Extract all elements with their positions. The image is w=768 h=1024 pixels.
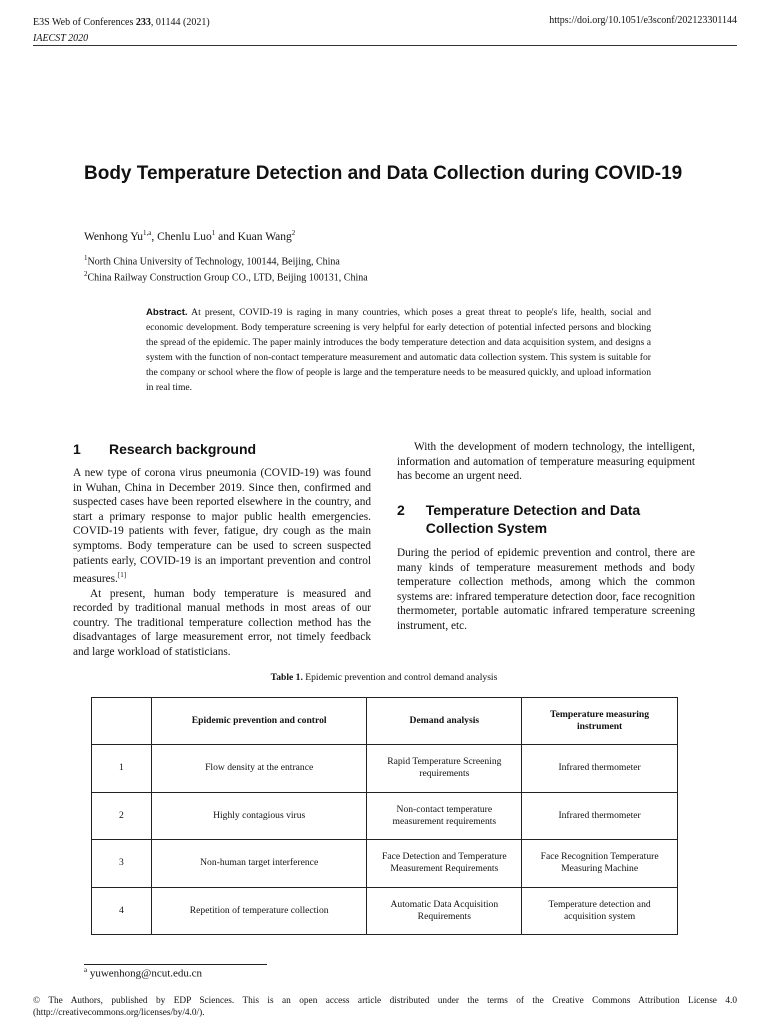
table-cell: Infrared thermometer [522, 792, 678, 840]
table-cell: 2 [92, 792, 152, 840]
license-notice: © The Authors, published by EDP Sciences. This is an open access article distributed under the terms of the Creative Commons Attribution License 4.0 (http://creativecommons.org/licenses/by/4.0/). [33, 996, 737, 1018]
table-header-cell: Epidemic prevention and control [151, 698, 367, 745]
affiliation-line: $^2$China Railway Construction Group CO., LTD, Beijing 100131, China [84, 270, 368, 284]
header-divider [33, 45, 737, 46]
affiliation-line: $^1$North China University of Technology, 100144, Beijing, China [84, 254, 340, 268]
demand-analysis-table [91, 697, 678, 935]
section-heading-1: 1 Research background [73, 441, 257, 457]
table-row [92, 887, 678, 935]
table-row [92, 792, 678, 840]
footnote-mark: a [84, 966, 88, 974]
table-cell: 3 [92, 840, 152, 888]
table-cell: 4 [92, 887, 152, 935]
body-paragraph: During the period of epidemic prevention and control, there are many kinds of temperature measurement methods and body temperature collection methods, among which the common systems are: infrared temperature detection door, face recognition thermometer, portable automatic infrared temperature screening instrument, etc. [397, 547, 695, 632]
abstract [146, 305, 651, 395]
table-cell: 1 [92, 745, 152, 793]
table-cell: Infrared thermometer [522, 745, 678, 793]
table-header-cell: Demand analysis [367, 698, 522, 745]
section2-body [397, 546, 695, 634]
author-list: Wenhong Yu$^{1,a}$, Chenlu Luo$^1$ and Kuan Wang$^2$ [84, 229, 296, 243]
table-cell: Face Recognition Temperature Measuring Machine [522, 840, 678, 888]
abstract-label: Abstract. [146, 307, 188, 318]
right-column [397, 440, 695, 484]
author-affil-mark: 1,a [143, 229, 152, 237]
table-cell: Highly contagious virus [151, 792, 367, 840]
left-column [73, 466, 371, 659]
table-cell: Rapid Temperature Screening requirements [367, 745, 522, 793]
table-row [92, 840, 678, 888]
table-header-cell [92, 698, 152, 745]
table-cell: Non-contact temperature measurement requirements [367, 792, 522, 840]
table-cell: Non-human target interference [151, 840, 367, 888]
table-row [92, 745, 678, 793]
corresponding-email[interactable]: yuwenhong@ncut.edu.cn [87, 967, 203, 980]
conference-name: IAECST 2020 [33, 33, 89, 44]
doi-link[interactable]: https://doi.org/10.1051/e3sconf/202123301144 [549, 15, 737, 26]
body-paragraph: At present, human body temperature is measured and recorded by traditional manual methods in most areas of our country. The traditional temperature collection method has the disadvantages of large measurement error, not timely feedback and large workload of statisticians. [73, 587, 371, 658]
abstract-text: At present, COVID-19 is raging in many countries, which poses a great threat to people's life, health, social and economic development. Body temperature screening is very helpful for early detection of potential infected persons and blocking the spread of the epidemic. The paper mainly introduces the body temperature detection and data acquisition system, and designs a system with the function of non-contact temperature measurement and automatic data collection system. This system is suitable for the company or school where the flow of people is large and the temperature needs to be measured quickly, and upload information in real time. [146, 307, 651, 393]
author-affil-mark: 1 [211, 229, 216, 237]
table-cell: Face Detection and Temperature Measurement Requirements [367, 840, 522, 888]
table-caption: Table 1. Epidemic prevention and control demand analysis [270, 672, 498, 683]
body-paragraph: With the development of modern technology, the intelligent, information and automation of temperature measuring equipment has become an urgent need. [397, 441, 695, 483]
author-name: Wenhong Yu [84, 230, 144, 243]
table-header-row [92, 698, 678, 745]
paper-title: Body Temperature Detection and Data Collection during COVID-19 [84, 163, 683, 184]
author-name: Chenlu Luo [157, 230, 212, 243]
table-cell: Temperature detection and acquisition system [522, 887, 678, 935]
section-heading-2: 2 Temperature Detection and Data Collection System [397, 502, 641, 536]
running-header-left [33, 15, 210, 47]
table-header-cell: Temperature measuring instrument [522, 698, 678, 745]
footnote [84, 966, 202, 980]
table-cell: Repetition of temperature collection [151, 887, 367, 935]
table-cell: Automatic Data Acquisition Requirements [367, 887, 522, 935]
footnote-divider [84, 964, 267, 965]
body-paragraph: A new type of corona virus pneumonia (COVID-19) was found in Wuhan, China in December 2019. Since then, confirmed and suspected cases have been reported elsewhere in the country, and start a primary response to major public health emergencies. COVID-19 patients with fever, fatigue, dry cough as the main symptoms. Body temperature can be used to screen suspected patients early, COVID-19 is an important prevention and control measures.[1] [73, 467, 371, 585]
affiliations [84, 252, 368, 285]
author-name: Kuan Wang [237, 230, 292, 243]
journal-citation: E3S Web of Conferences 233, 01144 (2021) [33, 17, 210, 28]
table-cell: Flow density at the entrance [151, 745, 367, 793]
author-affil-mark: 2 [291, 229, 296, 237]
citation-ref[interactable]: [1] [117, 571, 127, 580]
